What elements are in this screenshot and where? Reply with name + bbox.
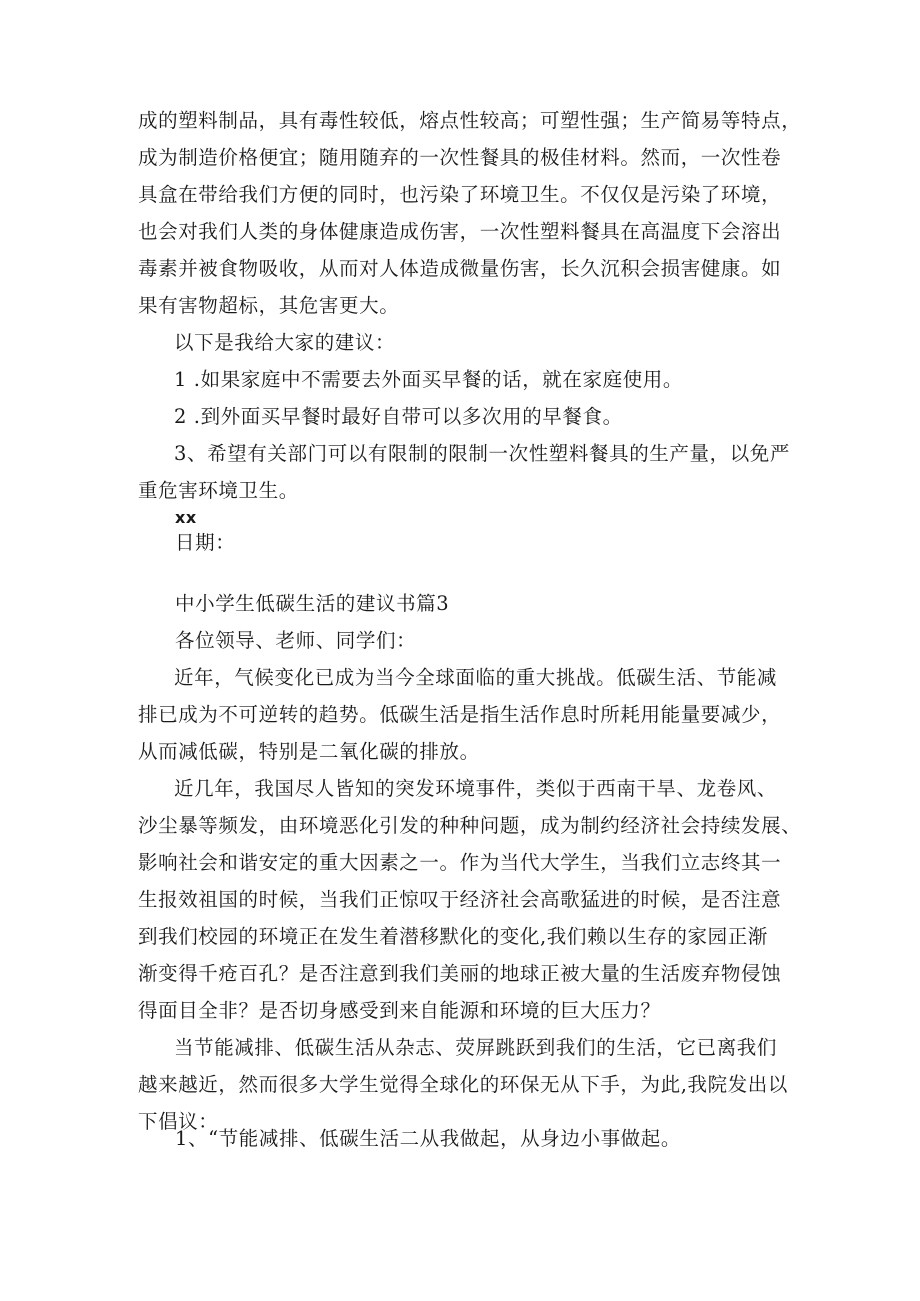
text-line: 得面目全非？是否切身感受到来自能源和环境的巨大压力？ (138, 999, 661, 1022)
text-line: 也会对我们人类的身体健康造成伤害，一次性塑料餐具在高温度下会溶出 (138, 220, 782, 243)
text-line: 下倡议： (138, 1110, 219, 1133)
text-line: 从而减低碳，特别是二氧化碳的排放。 (138, 740, 480, 763)
signature: xx (175, 508, 197, 527)
text-line: 成为制造价格便宜；随用随弃的一次性餐具的极佳材料。然而，一次性卷 (138, 146, 782, 169)
text-line: 毒素并被食物吸收，从而对人体造成微量伤害，长久沉积会损害健康。如 (138, 257, 782, 280)
text-line: 近年，气候变化已成为当今全球面临的重大挑战。低碳生活、节能减 (174, 666, 778, 689)
text-line: 排已成为不可逆转的趋势。低碳生活是指生活作息时所耗用能量要减少， (138, 703, 782, 726)
text-line: 生报效祖国的时候，当我们正惊叹于经济社会高歌猛进的时候，是否注意 (138, 888, 782, 911)
proposal-item-1: 1、“节能减排、低碳生活二从我做起，从身边小事做起。 (175, 1127, 681, 1150)
suggestion-item-2: 2 .到外面买早餐时最好自带可以多次用的早餐食。 (174, 405, 623, 428)
salutation: 各位领导、老师、同学们： (175, 629, 417, 652)
text-line: 渐变得千疮百孔？是否注意到我们美丽的地球正被大量的生活废弃物侵蚀 (138, 962, 782, 985)
text-line: 到我们校园的环境正在发生着潜移默化的变化,我们赖以生存的家园正渐 (138, 925, 768, 948)
suggestion-intro: 以下是我给大家的建议： (174, 331, 396, 354)
section-title: 中小学生低碳生活的建议书篇3 (175, 592, 450, 615)
text-line: 果有害物超标，其危害更大。 (138, 294, 400, 317)
date-label: 日期： (175, 531, 236, 554)
text-line: 成的塑料制品，具有毒性较低，熔点性较高；可塑性强；生产简易等特点， (138, 109, 802, 132)
text-line: 3、希望有关部门可以有限制的限制一次性塑料餐具的生产量，以免严 (174, 442, 791, 465)
text-line: 越来越近，然而很多大学生觉得全球化的环保无从下手，为此,我院发出以 (138, 1073, 788, 1096)
text-line: 近几年，我国尽人皆知的突发环境事件，类似于西南干旱、龙卷风、 (174, 777, 778, 800)
text-line: 沙尘暴等频发，由环境恶化引发的种种问题，成为制约经济社会持续发展、 (138, 814, 802, 837)
text-line: 影响社会和谐安定的重大因素之一。作为当代大学生，当我们立志终其一 (138, 851, 782, 874)
text-line: 重危害环境卫生。 (138, 479, 299, 502)
suggestion-item-1: 1 .如果家庭中不需要去外面买早餐的话，就在家庭使用。 (174, 368, 684, 391)
text-line: 具盒在带给我们方便的同时，也污染了环境卫生。不仅仅是污染了环境， (138, 183, 782, 206)
text-line: 当节能减排、低碳生活从杂志、荧屏跳跃到我们的生活，它已离我们 (174, 1036, 778, 1059)
